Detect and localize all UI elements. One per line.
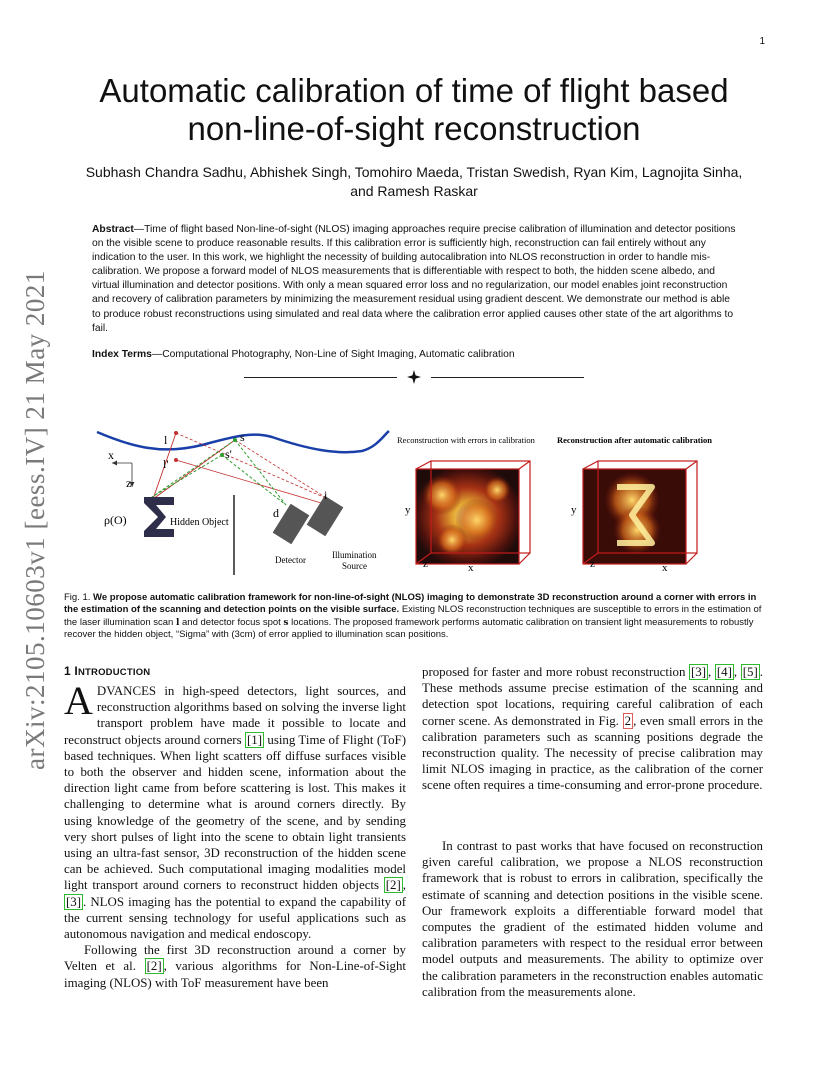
continued-text-c: , even small errors in the calibration parameters such as scanning positions degrade the reconstruction quality. The necessity of precise calibration may limit NLOS imaging in practice, as the calibration of the corner scene often requires a time-consuming and error-prone procedure. (422, 713, 764, 793)
label-i: i (324, 488, 328, 502)
separator-line-right (431, 377, 584, 378)
caption-text-a: Existing NLOS reconstruction techniques are susceptible to errors in the estimation of the laser illumination scan (64, 604, 762, 628)
axis-x-label: x (108, 448, 114, 462)
blob-before-4 (483, 476, 511, 504)
arxiv-stamp: arXiv:2105.10603v1 [eess.IV] 21 May 2021 (20, 270, 50, 770)
blob-before-1 (422, 475, 462, 515)
caption-symbol-l: l (175, 617, 180, 628)
path-red-5 (176, 460, 328, 505)
citation-link[interactable]: [2] (146, 959, 162, 974)
figure-1 (92, 425, 742, 590)
label-l: l (164, 433, 168, 447)
body-column-left (64, 678, 406, 991)
label-illumination-1: Illumination (332, 550, 377, 560)
citation-separator: , (402, 878, 406, 893)
author-line-1: Subhash Chandra Sadhu, Abhishek Singh, Tomohiro Maeda, Tristan Swedish, Ryan Kim, Lagnojita Sinha, (85, 164, 743, 180)
panel-before-x: x (468, 562, 474, 574)
history-text-b: , various algorithms for Non-Line-of-Sight imaging (NLOS) with ToF measurement have been (64, 959, 406, 990)
section-heading (64, 664, 150, 678)
blob-after-2 (613, 506, 661, 554)
paragraph-contribution: In contrast to past works that have focused on reconstruction given careful calibration, we propose a NLOS reconstruction framework that is robust to errors in calibration, specifically the estimate of scanning and detection positions in the visible scene. Our framework exploits a differentiable forward model that computes the gradient of the estimated hidden volume and calibration parameters with respect to the residual error between model outputs and measurements. The ability to optimize over the calibration parameters in the reconstruction enables automatic calibration from the measurements alone. (422, 839, 763, 999)
label-s-prime: s' (225, 447, 232, 461)
citation-link[interactable]: [3] (691, 665, 707, 679)
point-l-prime (174, 458, 178, 462)
continued-text-b: . These methods assume precise estimation of the scanning and detection spot locations, requiring careful calibration of each corner scene. As demonstrated in Fig. (422, 665, 763, 728)
figure-caption (64, 592, 764, 641)
citation-separator: , (733, 665, 738, 679)
reconstruction-panel-after (557, 435, 712, 574)
panel-before-title: Reconstruction with errors in calibration (397, 435, 535, 445)
caption-text-c: locations. The proposed framework performs automatic calibration on transient light measurements to robustly recover the hidden object, “Sigma” with (3cm) of error applied to illumination scan positions. (64, 616, 754, 640)
path-green-3 (222, 455, 286, 505)
panel-before-y: y (405, 504, 411, 516)
citation-link[interactable]: [2] (385, 878, 401, 893)
reconstruction-panel-before (397, 435, 536, 574)
label-s: s (240, 430, 245, 444)
citation-link[interactable]: [1] (246, 732, 262, 747)
citation-separator: , (708, 665, 712, 679)
label-rho: ρ(O) (104, 513, 127, 527)
section-separator (244, 370, 584, 384)
caption-text-b: and detector focus spot (182, 616, 281, 628)
caption-label: Fig. 1. (64, 592, 91, 603)
body-column-right-bottom (422, 838, 763, 1000)
diamond-star-icon (407, 370, 421, 384)
label-detector: Detector (275, 555, 306, 565)
citation-link[interactable]: [3] (66, 894, 82, 909)
panel-after-title: Reconstruction after automatic calibration (557, 435, 712, 445)
panel-after-z: z (590, 558, 595, 570)
caption-symbol-s: s (283, 617, 289, 628)
point-l (174, 431, 178, 435)
label-hidden-object: Hidden Object (170, 517, 229, 528)
index-terms-label: Index Terms (92, 349, 152, 360)
path-green-2 (235, 440, 286, 505)
panel-before-z: z (423, 558, 428, 570)
section-title-initial: I (74, 664, 78, 678)
panel-after-x: x (662, 562, 668, 574)
paper-title: Automatic calibration of time of flight based non-line-of-sight reconstruction (99, 72, 729, 147)
intro-text-a: in high-speed detectors, light sources, and reconstruction algorithms based on solving the inverse light transport problem have made it possible to locate and reconstruct objects around corners (64, 684, 406, 747)
abstract-label: Abstract (92, 224, 134, 235)
figure-reference-link[interactable]: 2 (624, 713, 632, 728)
abstract-text: —Time of flight based Non-line-of-sight (NLOS) imaging approaches require precise calibration of illumination and detector positions on the visible scene to produce reasonable results. If this calibration error is sufficiently high, reconstruction can fail entirely without any indication to the user. In this work, we highlight the necessity of building autocalibration into NLOS reconstruction in order to handle mis-calibration. We propose a forward model of NLOS measurements that is differentiable with respect to both, the hidden scene albedo, and virtual illumination and detector positions. With only a mean squared error loss and no regularization, our model enables joint reconstruction and recovery of calibration parameters by minimizing the measurement residual using gradient descent. We demonstrate our method is able to produce robust reconstructions using simulated and real data where the calibration error applied causes other state of the art algorithms to fail. (92, 224, 736, 334)
author-list (64, 163, 764, 201)
axis-z-label: z (126, 476, 132, 490)
continued-text-a: proposed for faster and more robust reconstruction (422, 665, 686, 679)
citation-link[interactable]: [4] (716, 665, 732, 679)
caption-bold: We propose automatic calibration framework for non-line-of-sight (NLOS) imaging to demonstrate 3D reconstruction around a corner with errors in the estimation of the scanning and detection points on the visible surface. (64, 592, 757, 616)
author-line-2: and Ramesh Raskar (350, 183, 478, 199)
paragraph-continued (422, 664, 763, 794)
page-number: 1 (759, 36, 765, 47)
label-d: d (273, 506, 279, 520)
intro-smallcaps: DVANCES (96, 684, 157, 698)
section-title-rest: NTRODUCTION (77, 667, 151, 678)
dropcap-letter: A (64, 678, 93, 723)
intro-text-b: using Time of Flight (ToF) based techniques. When light scatters off diffuse surfaces visible to both the observer and hidden scene, information about the direction light came from before scattering is lost. This makes it challenging to determine what is around corners directly. By using knowledge of the geometry of the scene, and by sending very short pulses of light into the scene to obtain light transients using an ultra-fast sensor, 3D reconstruction of the hidden scene can be achieved. Such computational imaging modalities model light transport around corners to reconstruct hidden objects (64, 732, 406, 893)
paragraph-history (64, 942, 406, 991)
body-column-right-top (422, 664, 763, 794)
section-number: 1 (64, 664, 71, 678)
intro-text-c: . NLOS imaging has the potential to expand the capability of the current sensing technology for useful applications such as autonomous navigation and medical endoscopy. (64, 894, 406, 942)
citation-link[interactable]: [5] (742, 665, 758, 679)
blob-before-3 (436, 524, 468, 556)
abstract (92, 223, 738, 336)
index-terms-text: —Computational Photography, Non-Line of Sight Imaging, Automatic calibration (151, 349, 515, 360)
panel-after-y: y (571, 504, 577, 516)
point-s (233, 438, 237, 442)
nlos-diagram (97, 430, 389, 575)
index-terms (92, 348, 738, 362)
label-illumination-2: Source (342, 561, 367, 571)
point-s-prime (220, 453, 224, 457)
label-l-prime: l' (163, 457, 169, 471)
separator-line-left (244, 377, 397, 378)
history-text-a: Following the first 3D reconstruction around a corner by Velten et al. (64, 943, 406, 974)
paragraph-intro (64, 678, 406, 942)
